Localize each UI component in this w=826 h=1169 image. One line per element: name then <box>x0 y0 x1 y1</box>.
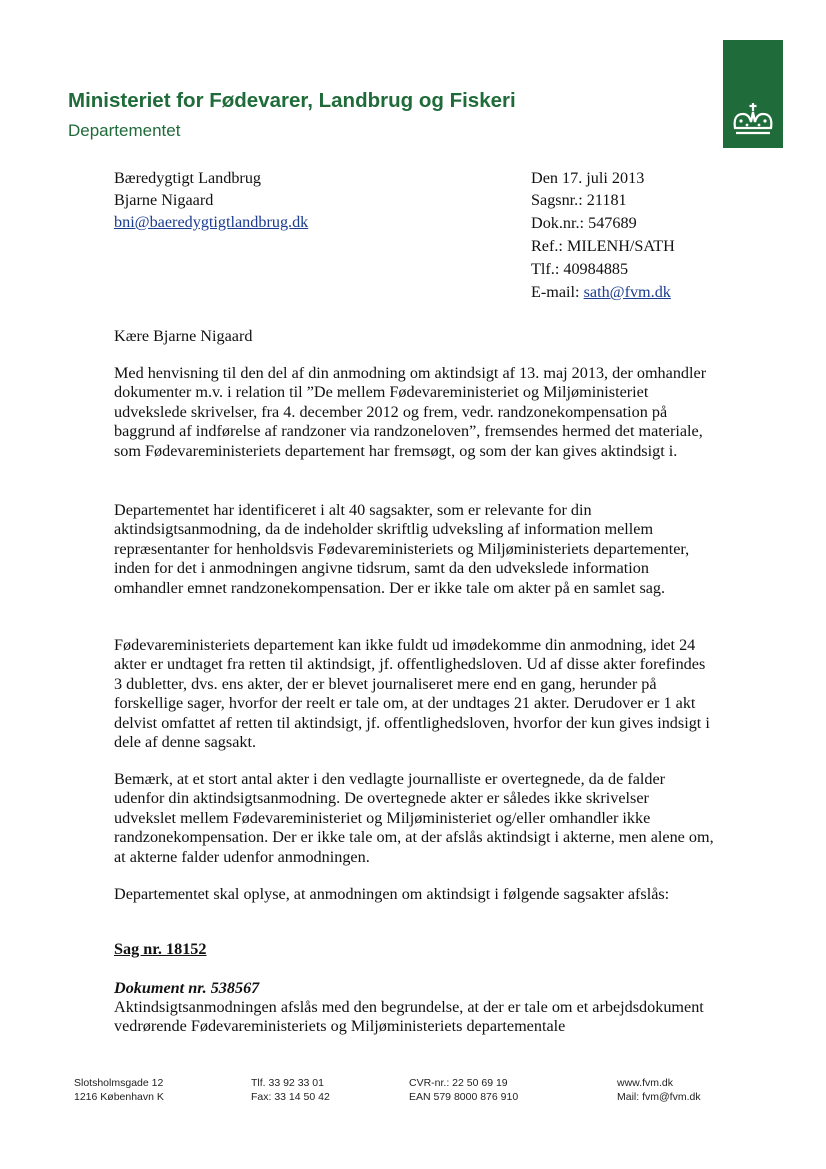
footer-registration: CVR-nr.: 22 50 69 19 EAN 579 8000 876 910 <box>409 1077 519 1103</box>
crown-logo <box>723 40 783 148</box>
salutation: Kære Bjarne Nigaard <box>114 327 253 345</box>
paragraph-5: Departementet skal oplyse, at anmodningen om aktindsigt i følgende sagsakter afslås: <box>114 885 670 903</box>
paragraph-4: Bemærk, at et stort antal akter i den vedlagte journalliste er overtegnede, da de falder udenfor din aktindsigtsanmodning. De overtegnede akter er således ikke skrivelser udvekslet mellem Fødevareministeriet og Miljøministeriet og/eller omhandler ikke randzonekompensation. Der er ikke tale om, at der afslås aktindsigt i akterne, men alene om, at akterne falder udenfor anmodningen. <box>114 770 714 866</box>
document-text: Aktindsigtsanmodningen afslås med den begrundelse, at der er tale om et arbejdsdokument vedrørende Fødevareministeriets og Miljøministeriets departementale <box>114 998 704 1036</box>
paragraph-1: Med henvisning til den del af din anmodning om aktindsigt af 13. maj 2013, der omhandler dokumenter m.v. i relation til ”De mellem Fødevareministeriet og Miljøministeriet udvekslede skrivelser, fra 4. december 2012 og frem, vedr. randzonekompensation på baggrund af indførelse af randzoner via randzoneloven”, fremsendes hermed det materiale, som Fødevareministeriets departement har fremsøgt, og som der kan gives aktindsigt i. <box>114 364 707 460</box>
ministry-name: Ministeriet for Fødevarer, Landbrug og Fiskeri <box>68 89 516 112</box>
footer-mail-link[interactable]: Mail: fvm@fvm.dk <box>617 1091 701 1103</box>
recipient-name: Bjarne Nigaard <box>114 191 214 209</box>
crown-icon <box>729 100 777 140</box>
case-number: Sagsnr.: 21181 <box>531 191 627 209</box>
paragraph-2: Departementet har identificeret i alt 40 sagsakter, som er relevante for din aktindsigtsanmodning, da de indeholder skriftlig udveksling af information mellem repræsentanter for henholdsvis Fødevareministeriets og Miljøministeriets departementer, inden for det i anmodningen angivne tidsrum, samt da den udvekslede information omhandler emnet randzonekompensation. Der er ikke tale om akter på en samlet sag. <box>114 501 690 597</box>
reference: Ref.: MILENH/SATH <box>531 237 675 255</box>
footer-web <box>617 1076 701 1104</box>
recipient-org: Bæredygtigt Landbrug <box>114 169 262 187</box>
document-heading: Dokument nr. 538567 <box>114 979 260 997</box>
letter-date: Den 17. juli 2013 <box>531 169 645 187</box>
case-heading: Sag nr. 18152 <box>114 940 207 958</box>
phone: Tlf.: 40984885 <box>531 260 629 278</box>
footer-phone: Tlf. 33 92 33 01 Fax: 33 14 50 42 <box>251 1077 330 1103</box>
sender-email-label: E-mail: <box>531 283 584 301</box>
recipient-email-link[interactable]: bni@baeredygtigtlandbrug.dk <box>114 213 309 231</box>
paragraph-3: Fødevareministeriets departement kan ikke fuldt ud imødekomme din anmodning, idet 24 akter er undtaget fra retten til aktindsigt, jf. offentlighedsloven. Ud af disse akter forefindes 3 dubletter, dvs. ens akter, der er blevet journaliseret mere end en gang, herunder på forskellige sager, hvorfor der reelt er tale om, at der undtages 21 akter. Derudover er 1 akt delvist omfattet af retten til aktindsigt, jf. offentlighedsloven, hvorfor der kun gives indsigt i dele af denne sagsakt. <box>114 636 710 752</box>
document-number: Dok.nr.: 547689 <box>531 214 637 232</box>
footer-address: Slotsholmsgade 12 1216 København K <box>74 1077 164 1103</box>
sender-email-row <box>531 281 671 304</box>
department-name: Departementet <box>68 121 181 140</box>
sender-email-link[interactable]: sath@fvm.dk <box>583 283 671 301</box>
footer-website-link[interactable]: www.fvm.dk <box>617 1077 674 1089</box>
